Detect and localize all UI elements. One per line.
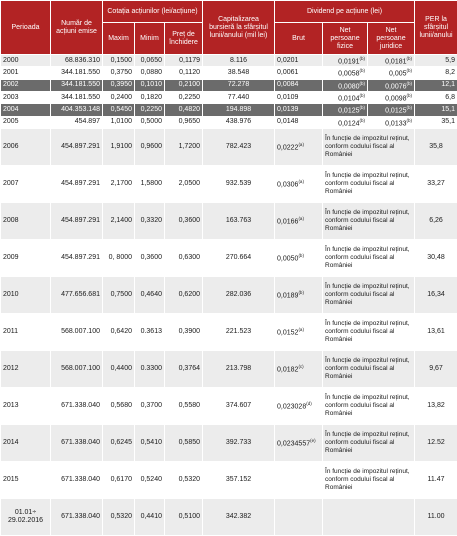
footnote-marker: (b): [407, 56, 413, 61]
cell-pret-inchidere: 0,5100: [165, 498, 203, 535]
cell-pret-inchidere: 2,0500: [165, 165, 203, 202]
cell-per: 8,2: [415, 67, 457, 79]
table-row: [1, 128, 457, 165]
cell-numar-actiuni: 344.181.550: [51, 91, 103, 103]
footnote-marker: (a): [298, 142, 304, 147]
footnote-marker: (a): [298, 216, 304, 221]
cell-minim: 0,5240: [135, 461, 165, 498]
header-net-juridice: Net persoane juridice: [368, 23, 415, 55]
cell-numar-actiuni: 68.836.310: [51, 55, 103, 67]
cell-net-juridice: 0,0125$^{(b)}$: [368, 104, 415, 116]
cell-perioada: 2009: [1, 239, 51, 276]
cell-brut: 0,0306$^{(a)}$: [275, 165, 323, 202]
cell-brut: 0,0182$^{(c)}$: [275, 350, 323, 387]
table-row: [1, 498, 457, 535]
cell-minim: 0.3613: [135, 313, 165, 350]
cell-perioada: 2008: [1, 202, 51, 239]
cell-maxim: 0,3750: [103, 67, 135, 79]
cell-pret-inchidere: 0,6300: [165, 239, 203, 276]
cell-brut: 0,0201: [275, 55, 323, 67]
cell-pret-inchidere: 0,5850: [165, 424, 203, 461]
cell-minim: 0,3700: [135, 387, 165, 424]
cell-net-note: În funcție de impozitul reținut, conform codului fiscal al României: [323, 461, 415, 498]
cell-pret-inchidere: 0,3764: [165, 350, 203, 387]
cell-perioada: 2005: [1, 116, 51, 128]
cell-numar-actiuni: 671.338.040: [51, 424, 103, 461]
table-row: [1, 313, 457, 350]
cell-net-fizice: 0,0080$^{(b)}$: [323, 79, 368, 91]
footnote-marker: (a): [298, 179, 304, 184]
cell-capitalizarea: 392.733: [203, 424, 275, 461]
cell-maxim: 0,7500: [103, 276, 135, 313]
cell-capitalizarea: 77.440: [203, 91, 275, 103]
table-row: [1, 202, 457, 239]
cell-net-fizice: 0,0125$^{(b)}$: [323, 104, 368, 116]
cell-numar-actiuni: 568.007.100: [51, 350, 103, 387]
cell-minim: 0,5410: [135, 424, 165, 461]
cell-per: 16,34: [415, 276, 457, 313]
footnote-marker: (b): [407, 68, 413, 73]
cell-numar-actiuni: 344.181.550: [51, 79, 103, 91]
cell-per: 12.52: [415, 424, 457, 461]
cell-pret-inchidere: 0,2100: [165, 79, 203, 91]
cell-net-fizice: 0,0058$^{(b)}$: [323, 67, 368, 79]
cell-per: 15,1: [415, 104, 457, 116]
cell-per: 5,9: [415, 55, 457, 67]
cell-maxim: 0,6420: [103, 313, 135, 350]
cell-maxim: 1,0100: [103, 116, 135, 128]
cell-perioada: 2014: [1, 424, 51, 461]
header-numar-actiuni: Număr de acțiuni emise: [51, 1, 103, 55]
footnote-marker: (a): [298, 327, 304, 332]
cell-net-note: În funcție de impozitul reținut, conform codului fiscal al României: [323, 128, 415, 165]
cell-pret-inchidere: 0,3900: [165, 313, 203, 350]
cell-net-fizice: 0,0104$^{(b)}$: [323, 91, 368, 103]
cell-brut: 0,0222$^{(a)}$: [275, 128, 323, 165]
cell-minim: 0,1010: [135, 79, 165, 91]
header-per: PER la sfârșitul lunii/anului: [415, 1, 457, 55]
cell-numar-actiuni: 454.897.291: [51, 128, 103, 165]
table-row: [1, 387, 457, 424]
cell-net-note: În funcție de impozitul reținut, conform codului fiscal al României: [323, 239, 415, 276]
cell-maxim: 0,2400: [103, 91, 135, 103]
cell-capitalizarea: 357.152: [203, 461, 275, 498]
cell-minim: 0,3320: [135, 202, 165, 239]
cell-capitalizarea: 374.607: [203, 387, 275, 424]
cell-per: 6,26: [415, 202, 457, 239]
cell-per: 33,27: [415, 165, 457, 202]
cell-numar-actiuni: 454.897.291: [51, 239, 103, 276]
cell-maxim: 0,6170: [103, 461, 135, 498]
table-row: [1, 116, 457, 128]
cell-maxim: 2,1400: [103, 202, 135, 239]
cell-numar-actiuni: 454.897: [51, 116, 103, 128]
table-row: [1, 79, 457, 91]
cell-brut: 0,0139: [275, 104, 323, 116]
cell-capitalizarea: 38.548: [203, 67, 275, 79]
cell-perioada: 2007: [1, 165, 51, 202]
cell-perioada: 2006: [1, 128, 51, 165]
cell-perioada: 2013: [1, 387, 51, 424]
cell-brut: [275, 461, 323, 498]
cell-minim: 0,4640: [135, 276, 165, 313]
cell-perioada: 2015: [1, 461, 51, 498]
cell-numar-actiuni: 454.897.291: [51, 165, 103, 202]
cell-per: 30,48: [415, 239, 457, 276]
cell-brut: [275, 498, 323, 535]
cell-net-juridice: 0,0133$^{(b)}$: [368, 116, 415, 128]
table-row: [1, 55, 457, 67]
cell-maxim: 2,1700: [103, 165, 135, 202]
cell-net-note: În funcție de impozitul reținut, conform codului fiscal al României: [323, 276, 415, 313]
cell-perioada: 2010: [1, 276, 51, 313]
cell-pret-inchidere: 0,1120: [165, 67, 203, 79]
cell-capitalizarea: 270.664: [203, 239, 275, 276]
cell-net-note: În funcție de impozitul reținut, conform codului fiscal al României: [323, 165, 415, 202]
cell-minim: 0,2250: [135, 104, 165, 116]
cell-pret-inchidere: 0,2250: [165, 91, 203, 103]
cell-net-note: În funcție de impozitul reținut, conform codului fiscal al României: [323, 424, 415, 461]
cell-pret-inchidere: 0,1179: [165, 55, 203, 67]
cell-brut: 0,0148: [275, 116, 323, 128]
cell-net-fizice: 0,0191$^{(b)}$: [323, 55, 368, 67]
cell-net-juridice: 0,0181$^{(b)}$: [368, 55, 415, 67]
cell-minim: 1,5800: [135, 165, 165, 202]
cell-pret-inchidere: 0,4820: [165, 104, 203, 116]
cell-maxim: 0, 8000: [103, 239, 135, 276]
header-dividend: Dividend pe acțiune (lei): [275, 1, 415, 23]
cell-capitalizarea: 282.036: [203, 276, 275, 313]
cell-capitalizarea: 438.976: [203, 116, 275, 128]
cell-perioada: 2000: [1, 55, 51, 67]
header-cotatia: Cotația acțiunilor (lei/acțiune): [103, 1, 203, 23]
cell-numar-actiuni: 344.181.550: [51, 67, 103, 79]
table-row: [1, 461, 457, 498]
cell-capitalizarea: 72.278: [203, 79, 275, 91]
header-minim: Minim: [135, 23, 165, 55]
cell-capitalizarea: 782.423: [203, 128, 275, 165]
cell-brut: 0,0050$^{(b)}$: [275, 239, 323, 276]
cell-brut: 0,0234557$^{(e)}$: [275, 424, 323, 461]
cell-numar-actiuni: 454.897.291: [51, 202, 103, 239]
header-pret-inchidere: Preț de închidere: [165, 23, 203, 55]
table-row: [1, 104, 457, 116]
footnote-marker: (b): [298, 253, 304, 258]
header-net-fizice: Net persoane fizice: [323, 23, 368, 55]
cell-numar-actiuni: 477.656.681: [51, 276, 103, 313]
cell-perioada: 2002: [1, 79, 51, 91]
table-body: [1, 55, 457, 536]
cell-brut: 0,0152$^{(a)}$: [275, 313, 323, 350]
cell-maxim: 0,3950: [103, 79, 135, 91]
cell-per: 11.47: [415, 461, 457, 498]
cell-perioada: 2012: [1, 350, 51, 387]
cell-minim: 0.3300: [135, 350, 165, 387]
cell-pret-inchidere: 0,9650: [165, 116, 203, 128]
table-row: [1, 276, 457, 313]
footnote-marker: (d): [306, 401, 312, 406]
cell-perioada: 2001: [1, 67, 51, 79]
footnote-marker: (b): [407, 118, 413, 123]
cell-brut: 0,0061: [275, 67, 323, 79]
header-perioada: Perioada: [1, 1, 51, 55]
cell-maxim: 0,6245: [103, 424, 135, 461]
cell-numar-actiuni: 671.338.040: [51, 461, 103, 498]
footnote-marker: (b): [298, 290, 304, 295]
cell-capitalizarea: 8.116: [203, 55, 275, 67]
table-row: [1, 165, 457, 202]
cell-perioada: 2004: [1, 104, 51, 116]
footnote-marker: (b): [360, 68, 366, 73]
cell-numar-actiuni: 671.338.040: [51, 387, 103, 424]
cell-minim: 0,3600: [135, 239, 165, 276]
footnote-marker: (b): [360, 118, 366, 123]
cell-brut: 0,0166$^{(a)}$: [275, 202, 323, 239]
footnote-marker: (b): [360, 93, 366, 98]
table-row: [1, 91, 457, 103]
cell-net-note: În funcție de impozitul reținut, conform codului fiscal al României: [323, 313, 415, 350]
cell-capitalizarea: 342.382: [203, 498, 275, 535]
cell-capitalizarea: 194.898: [203, 104, 275, 116]
cell-maxim: 0,5320: [103, 498, 135, 535]
cell-maxim: 0,4400: [103, 350, 135, 387]
cell-net-juridice: 0,005$^{(b)}$: [368, 67, 415, 79]
cell-per: 35,1: [415, 116, 457, 128]
cell-capitalizarea: 213.798: [203, 350, 275, 387]
cell-perioada: 2011: [1, 313, 51, 350]
cell-per: 12,1: [415, 79, 457, 91]
footnote-marker: (c): [298, 364, 303, 369]
cell-perioada: 01.01÷ 29.02.2016: [1, 498, 51, 535]
cell-per: 9,67: [415, 350, 457, 387]
cell-pret-inchidere: 1,7200: [165, 128, 203, 165]
cell-minim: 0,9600: [135, 128, 165, 165]
cell-perioada: 2003: [1, 91, 51, 103]
cell-capitalizarea: 932.539: [203, 165, 275, 202]
table-row: [1, 350, 457, 387]
cell-net-juridice: 0,0098$^{(b)}$: [368, 91, 415, 103]
footnote-marker: (b): [360, 56, 366, 61]
table-row: [1, 424, 457, 461]
footnote-marker: (b): [407, 105, 413, 110]
cell-minim: 0,4410: [135, 498, 165, 535]
header-capitalizarea: Capitalizarea bursieră la sfârșitul lunii/anului (mil lei): [203, 1, 275, 55]
cell-net-note: În funcție de impozitul reținut, conform codului fiscal al României: [323, 387, 415, 424]
cell-capitalizarea: 163.763: [203, 202, 275, 239]
cell-maxim: 0,5450: [103, 104, 135, 116]
footnote-marker: (b): [360, 105, 366, 110]
cell-pret-inchidere: 0,6200: [165, 276, 203, 313]
cell-maxim: 0,5680: [103, 387, 135, 424]
cell-pret-inchidere: 0,5320: [165, 461, 203, 498]
cell-minim: 0,5000: [135, 116, 165, 128]
cell-net-note: [323, 498, 415, 535]
table-row: [1, 239, 457, 276]
cell-minim: 0,0880: [135, 67, 165, 79]
cell-numar-actiuni: 671.338.040: [51, 498, 103, 535]
cell-per: 6,8: [415, 91, 457, 103]
cell-pret-inchidere: 0,3600: [165, 202, 203, 239]
cell-per: 35,8: [415, 128, 457, 165]
cell-numar-actiuni: 568.007.100: [51, 313, 103, 350]
cell-brut: 0,0189$^{(b)}$: [275, 276, 323, 313]
cell-net-note: În funcție de impozitul reținut, conform codului fiscal al României: [323, 350, 415, 387]
header-brut: Brut: [275, 23, 323, 55]
cell-per: 13,61: [415, 313, 457, 350]
cell-minim: 0,0650: [135, 55, 165, 67]
cell-brut: 0,023028$^{(d)}$: [275, 387, 323, 424]
table-row: [1, 67, 457, 79]
cell-brut: 0,0109: [275, 91, 323, 103]
footnote-marker: (b): [407, 81, 413, 86]
cell-brut: 0,0084: [275, 79, 323, 91]
cell-maxim: 1,9100: [103, 128, 135, 165]
cell-per: 13,82: [415, 387, 457, 424]
footnote-marker: (b): [407, 93, 413, 98]
header-maxim: Maxim: [103, 23, 135, 55]
cell-per: 11.00: [415, 498, 457, 535]
cell-numar-actiuni: 404.353.148: [51, 104, 103, 116]
cell-net-note: În funcție de impozitul reținut, conform codului fiscal al României: [323, 202, 415, 239]
cell-net-juridice: 0,0076$^{(b)}$: [368, 79, 415, 91]
cell-capitalizarea: 221.523: [203, 313, 275, 350]
cell-maxim: 0,1500: [103, 55, 135, 67]
cell-minim: 0,1820: [135, 91, 165, 103]
cell-net-fizice: 0,0124$^{(b)}$: [323, 116, 368, 128]
footnote-marker: (b): [360, 81, 366, 86]
cell-pret-inchidere: 0,5580: [165, 387, 203, 424]
footnote-marker: (e): [310, 438, 316, 443]
